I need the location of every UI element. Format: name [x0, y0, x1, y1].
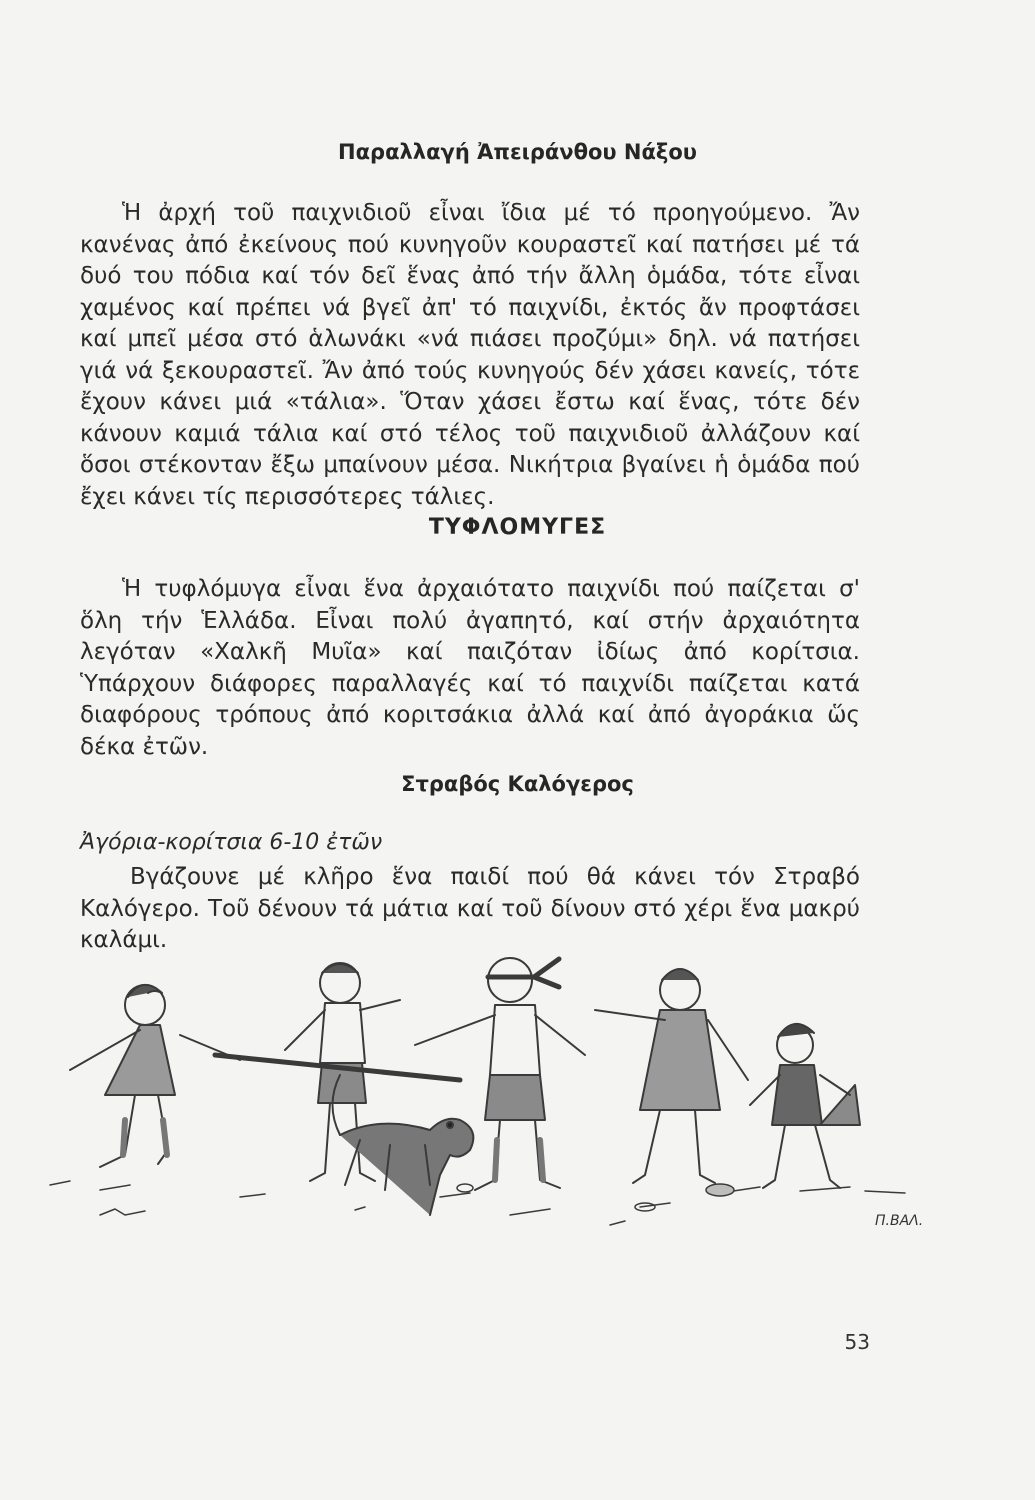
section-title-variant: Παραλλαγή Ἀπειράνθου Νάξου: [338, 140, 697, 164]
game-title: Στραβός Καλόγερος: [401, 772, 634, 796]
girl-left-figure: [70, 985, 240, 1167]
page-number: 53: [844, 1330, 870, 1354]
paragraph-variant-rules: Ἡ ἀρχή τοῦ παιχνιδιοῦ εἶναι ἴδια μέ τό προηγούμενο. Ἄν κανένας ἀπό ἐκείνους πού κυνηγοῦν κουραστεῖ καί πατήσει μέ τά δυό του πόδια καί τόν δεῖ ἕνας ἀπό τήν ἄλλη ὁμάδα, τότε εἶναι χαμένος καί πρέπει νά βγεῖ ἀπ' τό παιχνίδι, ἐκτός ἄν προφτάσει καί μπεῖ μέσα στό ἁλωνάκι «νά πιάσει προζύμι» δηλ. νά πατήσει γιά νά ξεκουραστεῖ. Ἄν ἀπό τούς κυνηγούς δέν χάσει κανείς, τότε ἔχουν κάνει μιά «τάλια». Ὅταν χάσει ἔστω καί ἕνας, τότε δέν κάνουν καμιά τάλια καί στό τέλος τοῦ παιχνιδιοῦ ἀλλάζουν καί ὅσοι στέκονταν ἔξω μπαίνουν μέσα. Νικήτρια βγαίνει ἡ ὁμάδα πού ἔχει κάνει τίς περισσότερες τάλιες.: [80, 200, 860, 510]
chapter-title: ΤΥΦΛΟΜΥΓΕΣ: [428, 515, 607, 540]
ground-strokes: [50, 1181, 905, 1225]
children-playing-illustration: [40, 935, 940, 1245]
girl-right-figure: [595, 969, 748, 1183]
age-group-subtitle: Ἀγόρια-κορίτσια 6-10 ἐτῶν: [80, 830, 383, 855]
paragraph-blindman-intro: Ἡ τυφλόμυγα εἶναι ἕνα ἀρχαιότατο παιχνίδι πού παίζεται σ' ὅλη τήν Ἑλλάδα. Εἶναι πολύ ἀγαπητό, καί στήν ἀρχαιότητα λεγόταν «Χαλκῆ Μυῖα» καί παιζόταν ἰδίως ἀπό κορίτσια. Ὑπάρχουν διάφορες παραλλαγές καί τό παιχνίδι παίζεται κατά διαφόρους τρόπους ἀπό κοριτσάκια ἀλλά καί ἀπό ἀγοράκια ὥς δέκα ἐτῶν.: [80, 576, 860, 760]
illustrator-signature: Π.ΒΑΛ.: [875, 1213, 924, 1229]
paragraph-game-description: Βγάζουνε μέ κλῆρο ἕνα παιδί πού θά κάνει τόν Στραβό Καλόγερο. Τοῦ δένουν τά μάτια καί τοῦ δίνουν στό χέρι ἕνα μακρύ καλάμι.: [80, 864, 860, 953]
small-boy-figure: [750, 1024, 860, 1188]
